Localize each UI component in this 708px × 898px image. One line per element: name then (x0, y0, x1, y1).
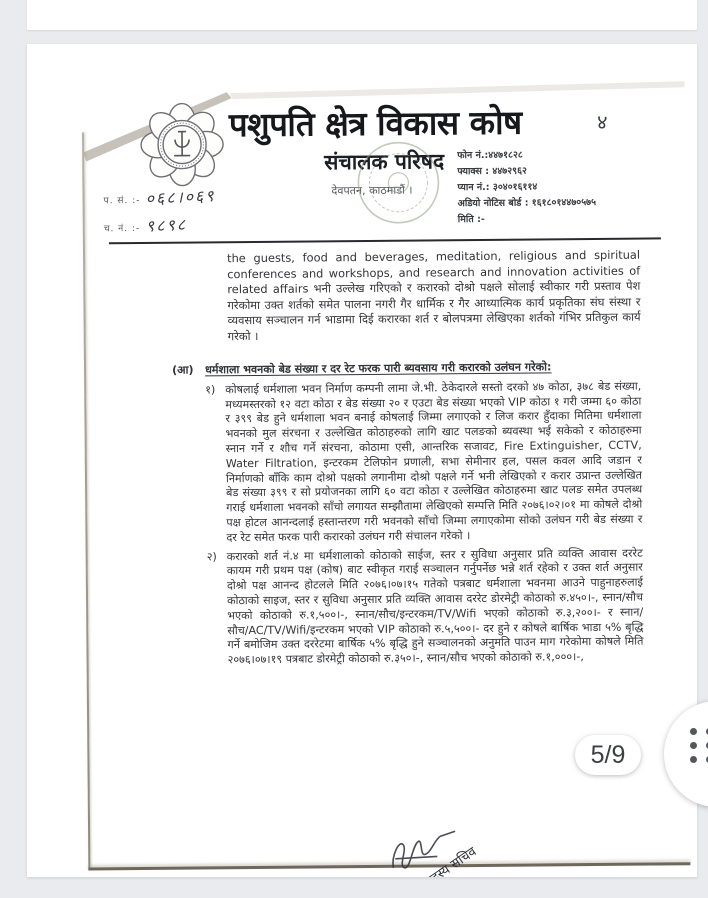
ref-number-value: ०६८।०६९ (145, 186, 216, 209)
date-line: मिति :- (457, 213, 485, 226)
page-indicator-text: 5/9 (590, 740, 626, 769)
board-subtitle: संचालक परिषद (324, 149, 445, 175)
item-2-text: करारको शर्त नं.४ मा धर्मशालाको कोठाको साईज, स्तर र सुविधा अनुसार प्रति व्यक्ति आवास दररेट कायम गरी प्रथम पक्ष (कोष) बाट स्वीकृत गराई सञ्चालन गर्नुपर्नेछ भन्ने शर्त रहेको र उक्त शर्त अनुसार दोश्रो पक्ष आनन्द होटलले मिति २०७६।०७।१५ गतेको पत्रबाट धर्मशाला भवनमा आउने पाहुनाहरुलाई कोठाको साइज, स्तर र सुविधा अनुसार प्रति व्यक्ति आवास दररेट डोरमेट्री कोठाको रु.४५०।-, स्नान/सौच भएको कोठाको रु.१,५००।-, स्नान/सौच/इन्टरकम/TV/Wifi भएको कोठाको रु.३,२००।- र स्नान/सौच/AC/TV/Wifi/इन्टरकम भएको VIP कोठाको रु.५,५००।- दर हुने र कोषले बार्षिक भाडा ५% बृद्धि गर्ने बमोजिम उक्त दररेटमा बार्षिक ५% बृद्धि हुने सञ्चालनको अनुमति पाउन माग गरेकोमा कोषले मिति २०७६।०७।१९ पत्रबाट डोरमेट्री कोठाको रु.३५०।-, स्नान/सौच भएको कोठाको रु.१,०००।-, (226, 546, 644, 667)
item-2-number: २) (206, 549, 217, 563)
intro-paragraph: the guests, food and beverages, meditation, religious and spiritual conferences and workshops, and research and innovation activities of related affairs भनी उल्लेख गरिएको र करारको दोश्रो पक्षले सोलाई स्वीकार गरी प्रस्ताव पेश गरेकोमा उक्त शर्तको समेत पालना नगरी गैर धार्मिक र गैर आध्यात्मिक कार्य प्रकृतिका संघ संस्था र व्यवसाय सञ्चालन गर्न भाडामा दिई करारका शर्त र बोलपत्रमा लेखिएका शर्तको गंभिर प्रतिकुल कार्य गरेको । (227, 247, 641, 344)
contact-block (457, 146, 693, 228)
section-heading: धर्मशाला भवनको बेड संख्या र दर रेट फरक पारी ब्यवसाय गरी करारको उलंघन गरेको: (204, 360, 552, 377)
ref-number-label: प. सं. :- (103, 195, 141, 207)
fax-line: फ्याक्स : ४४७२९६२ (457, 165, 527, 178)
org-seal-logo-icon (135, 97, 230, 192)
reference-numbers (103, 185, 215, 242)
section-aa (172, 360, 644, 673)
office-stamp-icon (355, 139, 442, 226)
dispatch-number-value: ९८९८ (144, 214, 188, 236)
signature-caption: सदस्य सचिव (421, 844, 480, 891)
pan-line: प्यान नं.: ३०४०१६११४ (457, 181, 538, 194)
phone-line: फोन नं.:४४७१८२८ (457, 149, 523, 162)
item-1-text: कोषलाई धर्मशाला भवन निर्माण कम्पनी लामा जे.भी. ठेकेदारले सस्तो दरको ४७ कोठा, ३७८ बेड संख्या, मध्यमस्तरको १२ वटा कोठा र बेड संख्या २० र एउटा बेड संख्या भएको VIP कोठा १ गरी जम्मा ६० कोठा र ३९९ बेड हुने धर्मशाला भवन बनाई कोषलाई जिम्मा लगाएको र लिज करार हुँदाका मितिमा धर्मशाला भवनको मुल संरचना र उल्लेखित कोठाहरुको लागि खाट पलङको ब्यवस्था भई सकेको र कोठाहरुमा स्नान गर्ने र शौच गर्ने संरचना, कोठामा एसी, आन्तरिक सजावट, Fire Extinguisher, CCTV, Water Filtration, इन्टरकम टेलिफोन प्रणाली, सभा सेमीनार हल, पसल कवल आदि जडान र निर्माणको बाँकि काम दोश्रो पक्षको लगानीमा दोश्रो पक्षले गर्ने भनी लेखिएको र करार उप्रान्त उल्लेखित बेड संख्या ३९९ र सो प्रयोजनका लागि ६० वटा कोठा र उल्लेखित कोठाहरुमा खाट पलङ समेत उपलब्ध गराई धर्मशाला भवनको साँचो लगायत सम्झौतामा लेखिएको सम्पत्ति मिति २०७६।०२।०१ मा कोषले दोश्रो पक्ष होटल आनन्दलाई हस्तान्तरण गरी भवनको साँचो जिम्मा लगाएकोमा सोको उलंघन गरी बेड संख्या र दर रेट समेत फरक पारी करारको उलंघन गरी संचालन गरेको । (225, 379, 643, 544)
notice-board-line: अडियो नोटिस बोर्ड : १६१८०१४४७०५७५ (457, 196, 597, 210)
dispatch-number-label: च. नं. :- (103, 223, 141, 235)
item-1-number: १) (205, 383, 216, 397)
handwritten-page-number: ४ (596, 109, 608, 135)
list-item (207, 546, 644, 668)
signature-scribble (381, 829, 532, 891)
section-label: (आ) (171, 363, 194, 377)
org-name-title: पशुपति क्षेत्र विकास कोष (228, 102, 522, 145)
address-line: देवपतन, काठमाडौं । (331, 183, 413, 198)
list-item (205, 379, 642, 546)
previous-page-edge (27, 0, 697, 30)
page-indicator (575, 735, 641, 775)
